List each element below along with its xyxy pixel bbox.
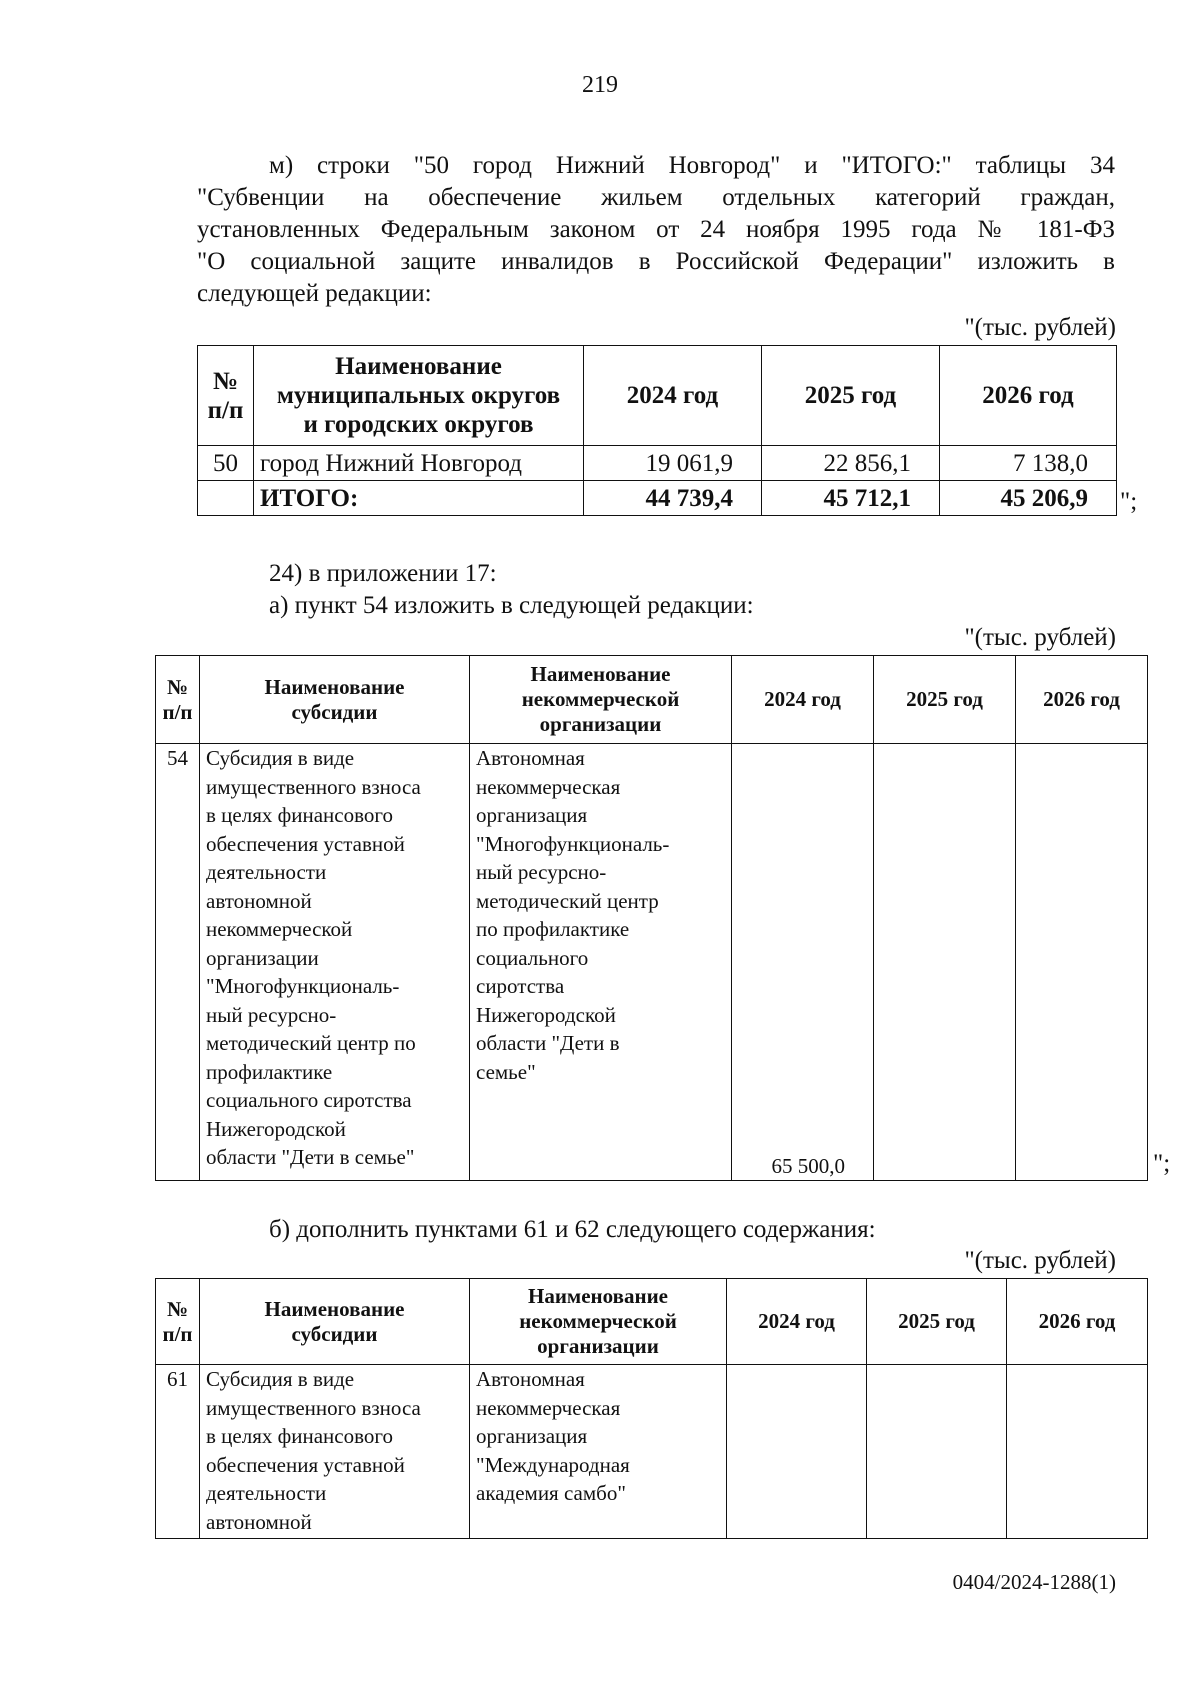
col-header-number: № п/п — [156, 1279, 200, 1365]
col-header-organization: Наименование некоммерческой организации — [470, 656, 732, 744]
page-number: 219 — [582, 72, 618, 98]
col-header-2025: 2025 год — [867, 1279, 1007, 1365]
section-24-line-1: 24) в приложении 17: — [269, 560, 497, 587]
row-number: 54 — [156, 744, 200, 1181]
total-number — [198, 481, 254, 516]
col-header-number: № п/п — [198, 346, 254, 446]
row-value-2026 — [1007, 1365, 1148, 1539]
section-m-line-2: "Субвенции на обеспечение жильем отдельных категорий граждан, — [197, 184, 1115, 211]
subvention-table — [197, 345, 1117, 516]
section-m-line-5: следующей редакции: — [197, 280, 432, 307]
section-b-unit: "(тыс. рублей) — [964, 1247, 1116, 1274]
col-header-2024: 2024 год — [727, 1279, 867, 1365]
col-header-number: № п/п — [156, 656, 200, 744]
row-value-2026 — [1016, 744, 1148, 1181]
row-value-2025: 22 856,1 — [762, 446, 940, 481]
subsidy-table-54 — [155, 655, 1148, 1181]
row-value-2025 — [874, 744, 1016, 1181]
row-organization: Автономная некоммерческая организация "Многофункциональ- ный ресурсно- методический центр по профилактике социального сиротства Нижегородской области "Дети в семье" — [470, 744, 732, 1181]
col-header-subsidy-name: Наименование субсидии — [200, 1279, 470, 1365]
table-row — [156, 744, 1148, 1181]
col-header-2026: 2026 год — [940, 346, 1117, 446]
col-header-2026: 2026 год — [1007, 1279, 1148, 1365]
total-value-2026: 45 206,9 — [940, 481, 1117, 516]
section-m-unit: "(тыс. рублей) — [964, 314, 1116, 341]
document-code: 0404/2024-1288(1) — [952, 1570, 1116, 1594]
row-value-2024: 19 061,9 — [584, 446, 762, 481]
col-header-2025: 2025 год — [762, 346, 940, 446]
row-district-name: город Нижний Новгород — [254, 446, 584, 481]
section-24-closing-quote: "; — [1153, 1150, 1171, 1177]
row-number: 61 — [156, 1365, 200, 1539]
col-header-2025: 2025 год — [874, 656, 1016, 744]
row-number: 50 — [198, 446, 254, 481]
table-total-row — [198, 481, 1117, 516]
section-24-line-2: а) пункт 54 изложить в следующей редакции: — [269, 592, 754, 619]
row-subsidy-name: Субсидия в виде имущественного взноса в целях финансового обеспечения уставной деятельности автономной — [200, 1365, 470, 1539]
col-header-2024: 2024 год — [732, 656, 874, 744]
table-header-row — [198, 346, 1117, 446]
section-m-closing-quote: "; — [1120, 488, 1138, 515]
row-organization: Автономная некоммерческая организация "Международная академия самбо" — [470, 1365, 727, 1539]
section-m-line-3: установленных Федеральным законом от 24 ноября 1995 года № 181-ФЗ — [197, 216, 1115, 243]
table-header-row — [156, 1279, 1148, 1365]
row-value-2024 — [727, 1365, 867, 1539]
row-value-2024: 65 500,0 — [732, 744, 874, 1181]
row-value-2026: 7 138,0 — [940, 446, 1117, 481]
total-label: ИТОГО: — [254, 481, 584, 516]
table-row — [198, 446, 1117, 481]
subsidy-table-61 — [155, 1278, 1148, 1539]
col-header-organization: Наименование некоммерческой организации — [470, 1279, 727, 1365]
row-value-2025 — [867, 1365, 1007, 1539]
col-header-2026: 2026 год — [1016, 656, 1148, 744]
section-m-line-1: м) строки "50 город Нижний Новгород" и "ИТОГО:" таблицы 34 — [269, 152, 1115, 179]
table-header-row — [156, 656, 1148, 744]
total-value-2025: 45 712,1 — [762, 481, 940, 516]
col-header-2024: 2024 год — [584, 346, 762, 446]
table-row — [156, 1365, 1148, 1539]
row-subsidy-name: Субсидия в виде имущественного взноса в целях финансового обеспечения уставной деятельности автономной некоммерческой организации "Многофункциональ- ный ресурсно- методический центр по профилактике социального сиротства Нижегородской области "Дети в семье" — [200, 744, 470, 1181]
total-value-2024: 44 739,4 — [584, 481, 762, 516]
section-b-line: б) дополнить пунктами 61 и 62 следующего содержания: — [269, 1216, 876, 1243]
section-m-paragraph — [197, 150, 1115, 310]
section-m-line-4: "О социальной защите инвалидов в Российской Федерации" изложить в — [197, 248, 1115, 275]
section-24-unit: "(тыс. рублей) — [964, 624, 1116, 651]
col-header-district-name: Наименование муниципальных округов и городских округов — [254, 346, 584, 446]
col-header-subsidy-name: Наименование субсидии — [200, 656, 470, 744]
